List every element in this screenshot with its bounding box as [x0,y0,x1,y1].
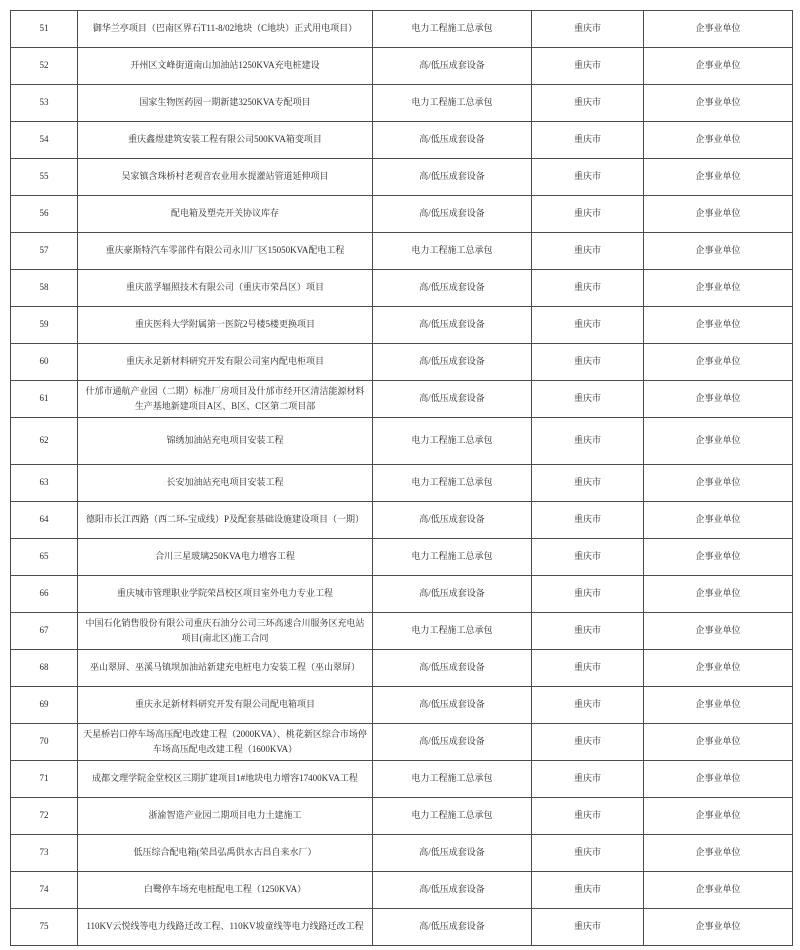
project-name-cell: 天星桥岩口停车场高压配电改建工程（2000KVA）、桃花新区综合市场停车场高压配电改建工程（1600KVA） [78,724,373,761]
city-cell: 重庆市 [532,761,644,798]
table-row [11,196,793,233]
city-cell: 重庆市 [532,465,644,502]
category-cell: 电力工程施工总承包 [373,418,532,465]
table-row [11,233,793,270]
unit-type-cell: 企事业单位 [644,872,793,909]
category-cell: 高/低压成套设备 [373,122,532,159]
table-row [11,798,793,835]
table-row [11,687,793,724]
category-cell: 高/低压成套设备 [373,724,532,761]
project-name-cell: 重庆城市管理职业学院荣昌校区项目室外电力专业工程 [78,576,373,613]
category-cell: 电力工程施工总承包 [373,539,532,576]
table-row [11,835,793,872]
project-name-cell: 德阳市长江西路（西二环-宝成线）P及配套基础设施建设项目（一期） [78,502,373,539]
project-name-cell: 合川三星玻璃250KVA电力增容工程 [78,539,373,576]
unit-type-cell: 企事业单位 [644,85,793,122]
project-name-cell: 110KV云悦线等电力线路迁改工程、110KV坡童线等电力线路迁改工程 [78,909,373,946]
city-cell: 重庆市 [532,909,644,946]
category-cell: 电力工程施工总承包 [373,761,532,798]
city-cell: 重庆市 [532,539,644,576]
table-row [11,122,793,159]
city-cell: 重庆市 [532,48,644,85]
table-row [11,465,793,502]
unit-type-cell: 企事业单位 [644,196,793,233]
table-row [11,539,793,576]
table-row [11,613,793,650]
city-cell: 重庆市 [532,724,644,761]
unit-type-cell: 企事业单位 [644,650,793,687]
serial-number-cell: 70 [11,724,78,761]
city-cell: 重庆市 [532,159,644,196]
city-cell: 重庆市 [532,307,644,344]
unit-type-cell: 企事业单位 [644,909,793,946]
city-cell: 重庆市 [532,650,644,687]
category-cell: 高/低压成套设备 [373,270,532,307]
unit-type-cell: 企事业单位 [644,761,793,798]
project-name-cell: 成都文理学院金堂校区三期扩建项目1#地块电力增容17400KVA工程 [78,761,373,798]
category-cell: 高/低压成套设备 [373,196,532,233]
project-name-cell: 重庆永足新材料研究开发有限公司配电箱项目 [78,687,373,724]
unit-type-cell: 企事业单位 [644,233,793,270]
serial-number-cell: 71 [11,761,78,798]
serial-number-cell: 59 [11,307,78,344]
city-cell: 重庆市 [532,798,644,835]
project-name-cell: 御华兰亭项目（巴南区界石T11-8/02地块（C地块）正式用电项目） [78,11,373,48]
category-cell: 高/低压成套设备 [373,650,532,687]
category-cell: 高/低压成套设备 [373,159,532,196]
unit-type-cell: 企事业单位 [644,724,793,761]
city-cell: 重庆市 [532,233,644,270]
serial-number-cell: 57 [11,233,78,270]
project-name-cell: 重庆豪斯特汽车零部件有限公司永川厂区15050KVA配电工程 [78,233,373,270]
unit-type-cell: 企事业单位 [644,798,793,835]
project-name-cell: 国家生物医药园一期新建3250KVA专配项目 [78,85,373,122]
unit-type-cell: 企事业单位 [644,307,793,344]
table-row [11,502,793,539]
project-name-cell: 中国石化销售股份有限公司重庆石油分公司三环高速合川服务区充电站项目(南北区)施工合同 [78,613,373,650]
table-row [11,11,793,48]
unit-type-cell: 企事业单位 [644,835,793,872]
serial-number-cell: 75 [11,909,78,946]
unit-type-cell: 企事业单位 [644,122,793,159]
table-body [11,11,793,946]
category-cell: 电力工程施工总承包 [373,465,532,502]
city-cell: 重庆市 [532,418,644,465]
table-row [11,724,793,761]
serial-number-cell: 62 [11,418,78,465]
serial-number-cell: 68 [11,650,78,687]
project-name-cell: 重庆鑫煜建筑安装工程有限公司500KVA箱变项目 [78,122,373,159]
city-cell: 重庆市 [532,270,644,307]
category-cell: 电力工程施工总承包 [373,85,532,122]
table-row [11,761,793,798]
table-row [11,159,793,196]
serial-number-cell: 63 [11,465,78,502]
table-row [11,85,793,122]
category-cell: 高/低压成套设备 [373,872,532,909]
project-name-cell: 配电箱及塑壳开关协议库存 [78,196,373,233]
project-name-cell: 重庆永足新材料研究开发有限公司室内配电柜项目 [78,344,373,381]
table-row [11,381,793,418]
project-name-cell: 浙渝智造产业园二期项目电力土建施工 [78,798,373,835]
city-cell: 重庆市 [532,381,644,418]
city-cell: 重庆市 [532,122,644,159]
city-cell: 重庆市 [532,687,644,724]
unit-type-cell: 企事业单位 [644,539,793,576]
serial-number-cell: 60 [11,344,78,381]
table-row [11,872,793,909]
category-cell: 电力工程施工总承包 [373,233,532,270]
category-cell: 高/低压成套设备 [373,381,532,418]
category-cell: 高/低压成套设备 [373,307,532,344]
table-row [11,650,793,687]
city-cell: 重庆市 [532,872,644,909]
unit-type-cell: 企事业单位 [644,465,793,502]
city-cell: 重庆市 [532,835,644,872]
table-row [11,418,793,465]
project-name-cell: 重庆蓝孚辐照技术有限公司（重庆市荣昌区）项目 [78,270,373,307]
unit-type-cell: 企事业单位 [644,418,793,465]
serial-number-cell: 55 [11,159,78,196]
serial-number-cell: 51 [11,11,78,48]
unit-type-cell: 企事业单位 [644,502,793,539]
serial-number-cell: 56 [11,196,78,233]
category-cell: 高/低压成套设备 [373,48,532,85]
table-row [11,307,793,344]
city-cell: 重庆市 [532,85,644,122]
unit-type-cell: 企事业单位 [644,687,793,724]
category-cell: 电力工程施工总承包 [373,613,532,650]
project-name-cell: 锦绣加油站充电项目安装工程 [78,418,373,465]
serial-number-cell: 74 [11,872,78,909]
project-name-cell: 开州区文峰街道南山加油站1250KVA充电桩建设 [78,48,373,85]
procurement-table [10,10,793,946]
serial-number-cell: 69 [11,687,78,724]
category-cell: 高/低压成套设备 [373,835,532,872]
category-cell: 高/低压成套设备 [373,576,532,613]
project-name-cell: 什邡市通航产业园（二期）标准厂房项目及什邡市经开区清洁能源材料生产基地新建项目A区、B区、C区第二项目部 [78,381,373,418]
category-cell: 高/低压成套设备 [373,909,532,946]
project-name-cell: 重庆医科大学附属第一医院2号楼5楼更换项目 [78,307,373,344]
serial-number-cell: 53 [11,85,78,122]
serial-number-cell: 73 [11,835,78,872]
city-cell: 重庆市 [532,576,644,613]
unit-type-cell: 企事业单位 [644,270,793,307]
category-cell: 电力工程施工总承包 [373,11,532,48]
serial-number-cell: 72 [11,798,78,835]
serial-number-cell: 67 [11,613,78,650]
project-name-cell: 长安加油站充电项目安装工程 [78,465,373,502]
city-cell: 重庆市 [532,11,644,48]
serial-number-cell: 64 [11,502,78,539]
table-row [11,344,793,381]
city-cell: 重庆市 [532,502,644,539]
unit-type-cell: 企事业单位 [644,576,793,613]
unit-type-cell: 企事业单位 [644,11,793,48]
category-cell: 高/低压成套设备 [373,687,532,724]
serial-number-cell: 66 [11,576,78,613]
serial-number-cell: 65 [11,539,78,576]
city-cell: 重庆市 [532,613,644,650]
category-cell: 电力工程施工总承包 [373,798,532,835]
unit-type-cell: 企事业单位 [644,48,793,85]
category-cell: 高/低压成套设备 [373,502,532,539]
table-row [11,48,793,85]
project-name-cell: 低压综合配电箱(荣昌弘禹供水古昌自来水厂） [78,835,373,872]
table-row [11,270,793,307]
serial-number-cell: 52 [11,48,78,85]
serial-number-cell: 58 [11,270,78,307]
unit-type-cell: 企事业单位 [644,381,793,418]
project-name-cell: 巫山翠屏、巫溪马镇坝加油站新建充电桩电力安装工程（巫山翠屏） [78,650,373,687]
table-row [11,909,793,946]
serial-number-cell: 61 [11,381,78,418]
serial-number-cell: 54 [11,122,78,159]
unit-type-cell: 企事业单位 [644,159,793,196]
unit-type-cell: 企事业单位 [644,613,793,650]
category-cell: 高/低压成套设备 [373,344,532,381]
project-name-cell: 吴家镇含珠桥村老观音农业用水提灌站管道延伸项目 [78,159,373,196]
city-cell: 重庆市 [532,344,644,381]
table-row [11,576,793,613]
city-cell: 重庆市 [532,196,644,233]
project-name-cell: 白鹭停车场充电桩配电工程（1250KVA） [78,872,373,909]
unit-type-cell: 企事业单位 [644,344,793,381]
